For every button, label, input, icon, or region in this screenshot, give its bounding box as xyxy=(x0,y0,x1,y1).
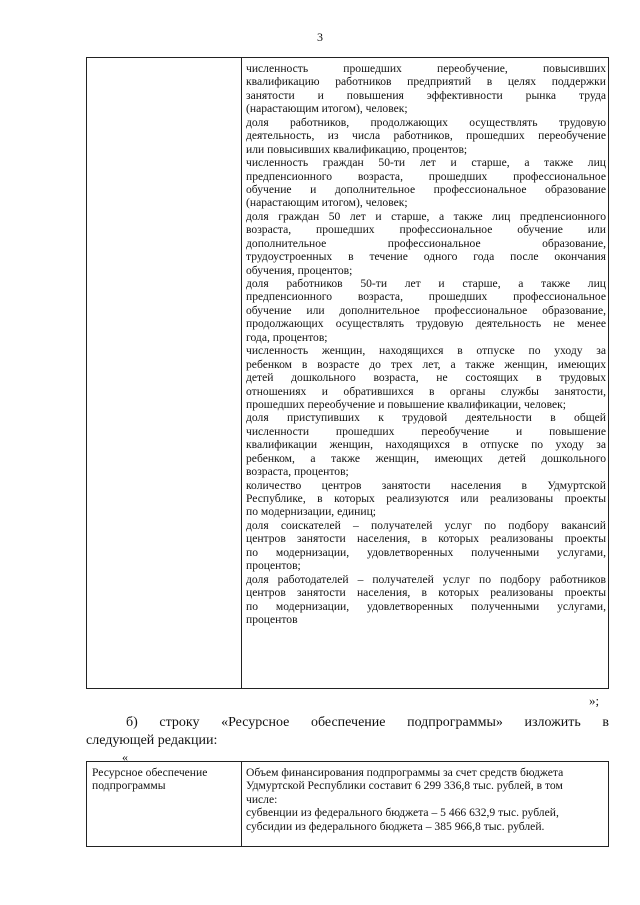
resource-label-cell xyxy=(92,766,237,793)
resource-value-line: субвенции из федерального бюджета – 5 466 632,9 тыс. рублей, xyxy=(246,806,559,820)
indicator-text-line: численности прошедших переобучение и повышение xyxy=(246,424,606,438)
indicator-text-line: по модернизации, удовлетворенных полученными услугами, xyxy=(246,599,606,613)
resource-label-line: подпрограммы xyxy=(92,779,166,793)
indicator-text-line: доля приступивших к трудовой деятельности в общей xyxy=(246,411,606,425)
indicator-text-line: возраста, прошедших профессиональное обучение или xyxy=(246,223,606,237)
indicator-text-line: центров занятости населения, в которых реализованы проекты xyxy=(246,532,606,546)
indicators-cell xyxy=(246,62,606,626)
indicator-text-line: обучение и дополнительное профессиональное образование xyxy=(246,182,606,196)
opening-quote: « xyxy=(122,750,128,764)
indicator-text-line: доля работников, продолжающих осуществлять трудовую xyxy=(246,115,606,129)
indicator-text-line: квалификацию работников предприятий в целях поддержки xyxy=(246,75,606,89)
indicator-text-line: обучение или дополнительное профессиональное образование, xyxy=(246,303,606,317)
indicator-text-line: процентов xyxy=(246,612,298,626)
indicator-text-line: доля соискателей – получателей услуг по подбору вакансий xyxy=(246,518,606,532)
indicator-text-line: трудоустроенных в течение одного года после окончания xyxy=(246,250,606,264)
indicator-text-line: возраста, процентов; xyxy=(246,465,349,479)
indicator-text-line: предпенсионного возраста, прошедших профессиональное xyxy=(246,169,606,183)
indicator-text-line: отношениях и обратившихся в органы службы занятости, xyxy=(246,384,606,398)
indicator-text-line: доля граждан 50 лет и старше, а также лиц предпенсионного xyxy=(246,209,606,223)
resource-value-line: Удмуртской Республики составит 6 299 336,8 тыс. рублей, в том xyxy=(246,779,563,793)
indicator-text-line: доля работников 50-ти лет и старше, а также лиц xyxy=(246,277,606,290)
indicator-text-line: численность женщин, находящихся в отпуске по уходу за xyxy=(246,344,606,358)
indicator-text-line: ребенком, а также женщин, имеющих детей дошкольного xyxy=(246,451,606,465)
table-column-divider xyxy=(241,762,242,846)
indicator-text-line: предпенсионного возраста, прошедших профессиональное xyxy=(246,290,606,304)
indicator-text-line: (нарастающим итогом), человек; xyxy=(246,196,408,210)
resource-label-line: Ресурсное обеспечение xyxy=(92,766,208,779)
indicator-text-line: численность граждан 50-ти лет и старше, а также лиц xyxy=(246,156,606,170)
page-number: 3 xyxy=(317,30,323,44)
indicator-text-line: (нарастающим итогом), человек; xyxy=(246,102,408,116)
resource-value-cell xyxy=(246,766,606,833)
indicator-text-line: обучения, процентов; xyxy=(246,263,353,277)
indicator-text-line: по модернизации, единиц; xyxy=(246,505,377,519)
resource-value-line: субсидии из федерального бюджета – 385 966,8 тыс. рублей. xyxy=(246,819,545,833)
indicator-text-line: Республике, в которых реализуются или реализованы проекты xyxy=(246,492,606,505)
indicator-text-line: прошедших переобучение и повышение квалификации, человек; xyxy=(246,397,566,411)
resource-value-line: числе: xyxy=(246,792,278,806)
indicator-text-line: центров занятости населения, в которых реализованы проекты xyxy=(246,586,606,600)
instruction-paragraph-line-1: б) строку «Ресурсное обеспечение подпрограммы» изложить в xyxy=(126,715,609,730)
indicator-text-line: численность прошедших переобучение, повысивших xyxy=(246,62,606,75)
indicator-text-line: года, процентов; xyxy=(246,330,328,344)
instruction-paragraph-line-2: следующей редакции: xyxy=(86,733,218,748)
indicator-text-line: доля работодателей – получателей услуг по подбору работников xyxy=(246,572,606,586)
indicator-text-line: детей дошкольного возраста, не состоящих в трудовых xyxy=(246,371,606,385)
indicator-text-line: занятости и повышения эффективности рынка труда xyxy=(246,88,606,102)
indicator-text-line: или повысивших квалификацию, процентов; xyxy=(246,142,468,156)
indicator-text-line: продолжающих осуществлять трудовую деятельность не менее xyxy=(246,317,606,331)
indicator-text-line: по модернизации, удовлетворенных полученными услугами, xyxy=(246,545,606,559)
indicator-text-line: количество центров занятости населения в Удмуртской xyxy=(246,478,606,492)
indicators-table xyxy=(86,57,609,689)
indicator-text-line: ребенком в возрасте до трех лет, а также женщин, имеющих xyxy=(246,357,606,371)
table-column-divider xyxy=(241,58,242,688)
closing-quote: »; xyxy=(589,693,600,708)
indicator-text-line: процентов; xyxy=(246,559,301,573)
indicator-text-line: деятельность, из числа работников, прошедших переобучение xyxy=(246,129,606,143)
indicator-text-line: дополнительное профессиональное образование, xyxy=(246,236,606,250)
resource-table xyxy=(86,761,609,847)
indicator-text-line: квалификации женщин, находящихся в отпуске по уходу за xyxy=(246,438,606,452)
resource-value-line: Объем финансирования подпрограммы за счет средств бюджета xyxy=(246,766,564,779)
